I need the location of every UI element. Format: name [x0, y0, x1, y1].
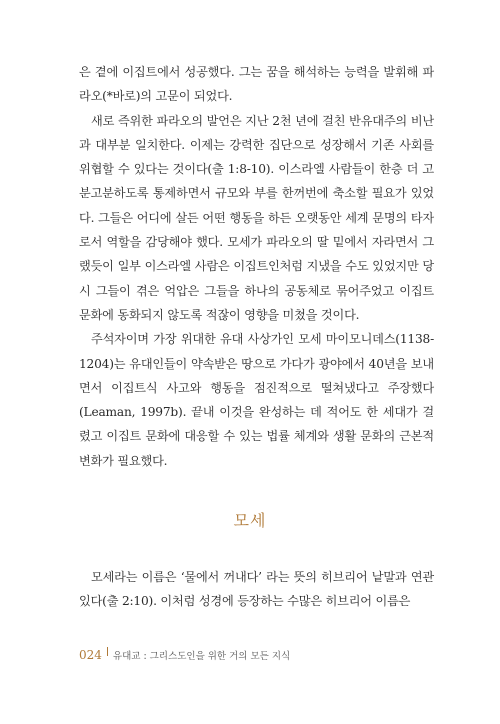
page-number: 024	[79, 648, 102, 662]
paragraph-pharaoh: 새로 즉위한 파라오의 발언은 지난 2천 년에 걸친 반유대주의 비난과 대부분 일치한다. 이제는 강력한 집단으로 성장해서 기존 사회를 위협할 수 있다는 것이다(출 1:8-10). 이스라엘 사람들이 한층 더 고분고분하도록 통제하면서 규모와 부를 한꺼번에 축소할 필요가 있었다. 그들은 어디에 살든 어떤 행동을 하든 오랫동안 세계 문명의 타자로서 역할을 감당해야 했다. 모세가 파라오의 딸 밑에서 자라면서 그랬듯이 일부 이스라엘 사람은 이집트인처럼 지냈을 수도 있었지만 당시 그들이 겪은 억압은 그들을 하나의 공동체로 묶어주었고 이집트 문화에 동화되지 않도록 적잖이 영향을 미쳤을 것이다.	[79, 113, 434, 322]
footer-separator	[107, 647, 108, 656]
section-heading: 모세	[233, 511, 267, 530]
paragraph-maimonides: 주석자이며 가장 위대한 유대 사상가인 모세 마이모니데스(1138-1204)는 유대인들이 약속받은 땅으로 가다가 광야에서 40년을 보내면서 이집트식 사고와 행동을 점진적으로 떨쳐냈다고 주장했다(Leaman, 1997b). 끝내 이것을 완성하는 데 적어도 한 세대가 걸렸고 이집트 문화에 대응할 수 있는 법률 체계와 생활 문화의 근본적 변화가 필요했다.	[79, 332, 434, 468]
running-title: 유대교 : 그리스도인을 위한 거의 모든 지식	[112, 651, 291, 662]
paragraph-continuation: 은 곁에 이집트에서 성공했다. 그는 꿈을 해석하는 능력을 발휘해 파라오(*바로)의 고문이 되었다.	[79, 65, 434, 104]
body-text-top	[79, 60, 434, 473]
paragraph-moses-name: 모세라는 이름은 ‘물에서 꺼내다’ 라는 뜻의 히브리어 낱말과 연관 있다(출 2:10). 이처럼 성경에 등장하는 수많은 히브리어 이름은	[79, 570, 434, 609]
body-text-bottom	[79, 565, 434, 614]
page-footer	[79, 648, 290, 662]
